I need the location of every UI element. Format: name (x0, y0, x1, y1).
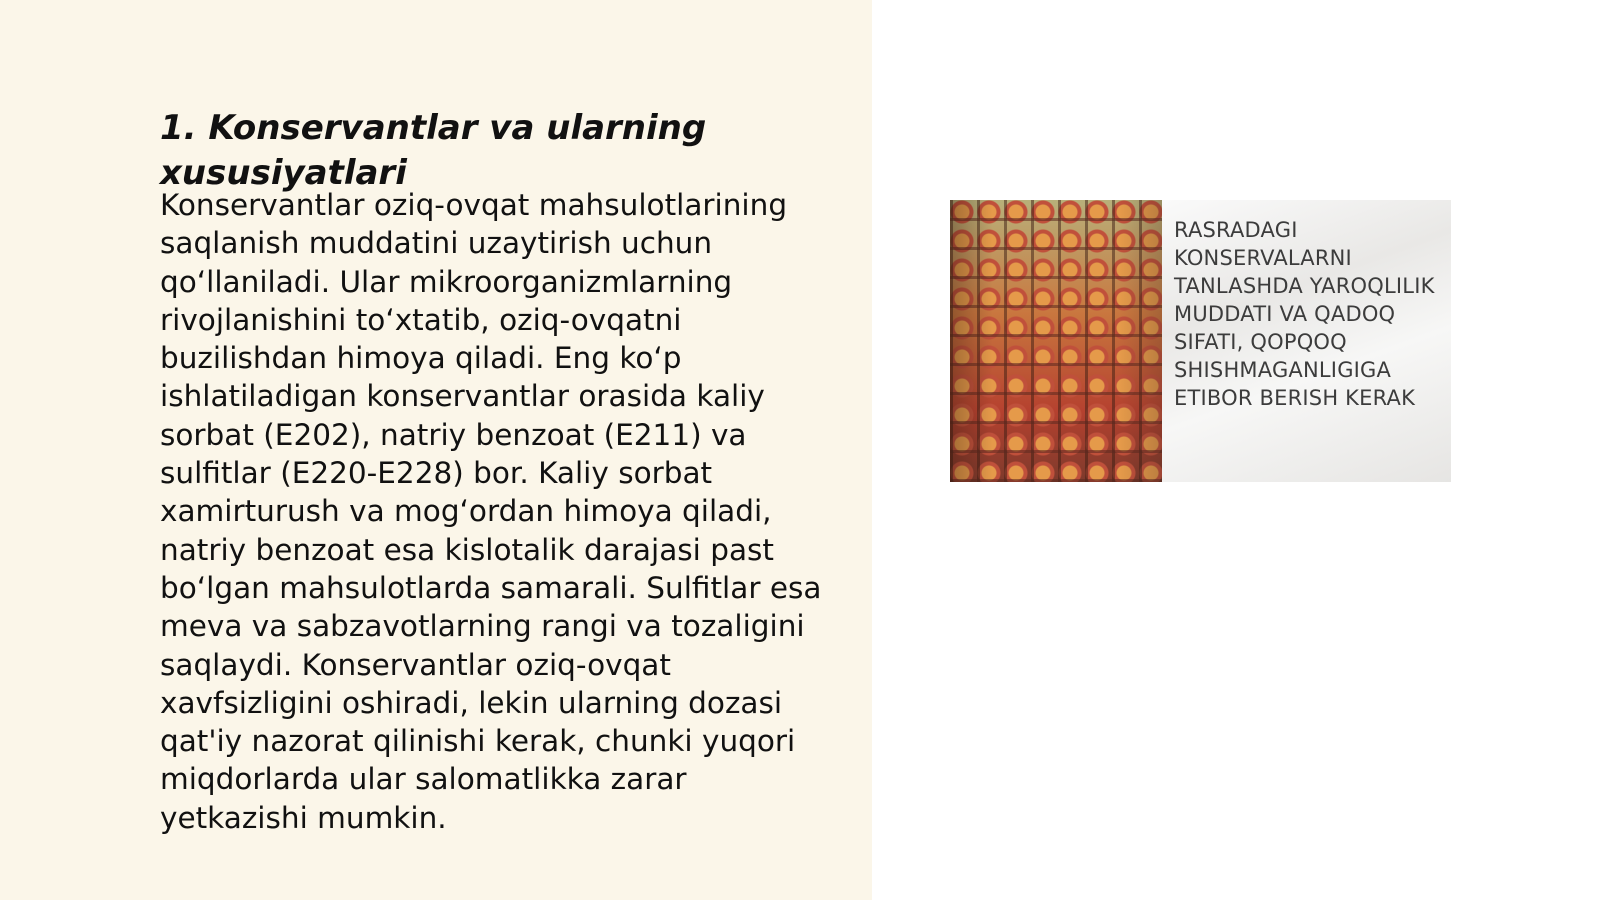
slide-heading: 1. Konservantlar va ularning xususiyatlari (160, 108, 707, 193)
canned-goods-figure (950, 200, 1451, 482)
slide-body-text: Konservantlar oziq-ovqat mahsulotlarining saqlanish muddatini uzaytirish uchun qo‘llaniladi. Ular mikroorganizmlarning rivojlanishini to‘xtatib, oziq-ovqatni buzilishdan himoya qiladi. Eng ko‘p ishlatiladigan konservantlar orasida kaliy sorbat (E202), natriy benzoat (E211) va sulfitlar (E220-E228) bor. Kaliy sorbat xamirturush va mog‘ordan himoya qiladi, natriy benzoat esa kislotalik darajasi past bo‘lgan mahsulotlarda samarali. Sulfitlar esa meva va sabzavotlarning rangi va tozaligini saqlaydi. Konservantlar oziq-ovqat xavfsizligini oshiradi, lekin ularning dozasi qat'iy nazorat qilinishi kerak, chunki yuqori miqdorlarda ular salomatlikka zarar yetkazishi mumkin. (160, 188, 822, 835)
photo-shading (950, 200, 1162, 482)
image-caption: RASRADAGI KONSERVALARNI TANLASHDA YAROQLILIK MUDDATI VA QADOQ SIFATI, QOPQOQ SHISHMAGANLIGIGA ETIBOR BERISH KERAK (1174, 218, 1435, 410)
